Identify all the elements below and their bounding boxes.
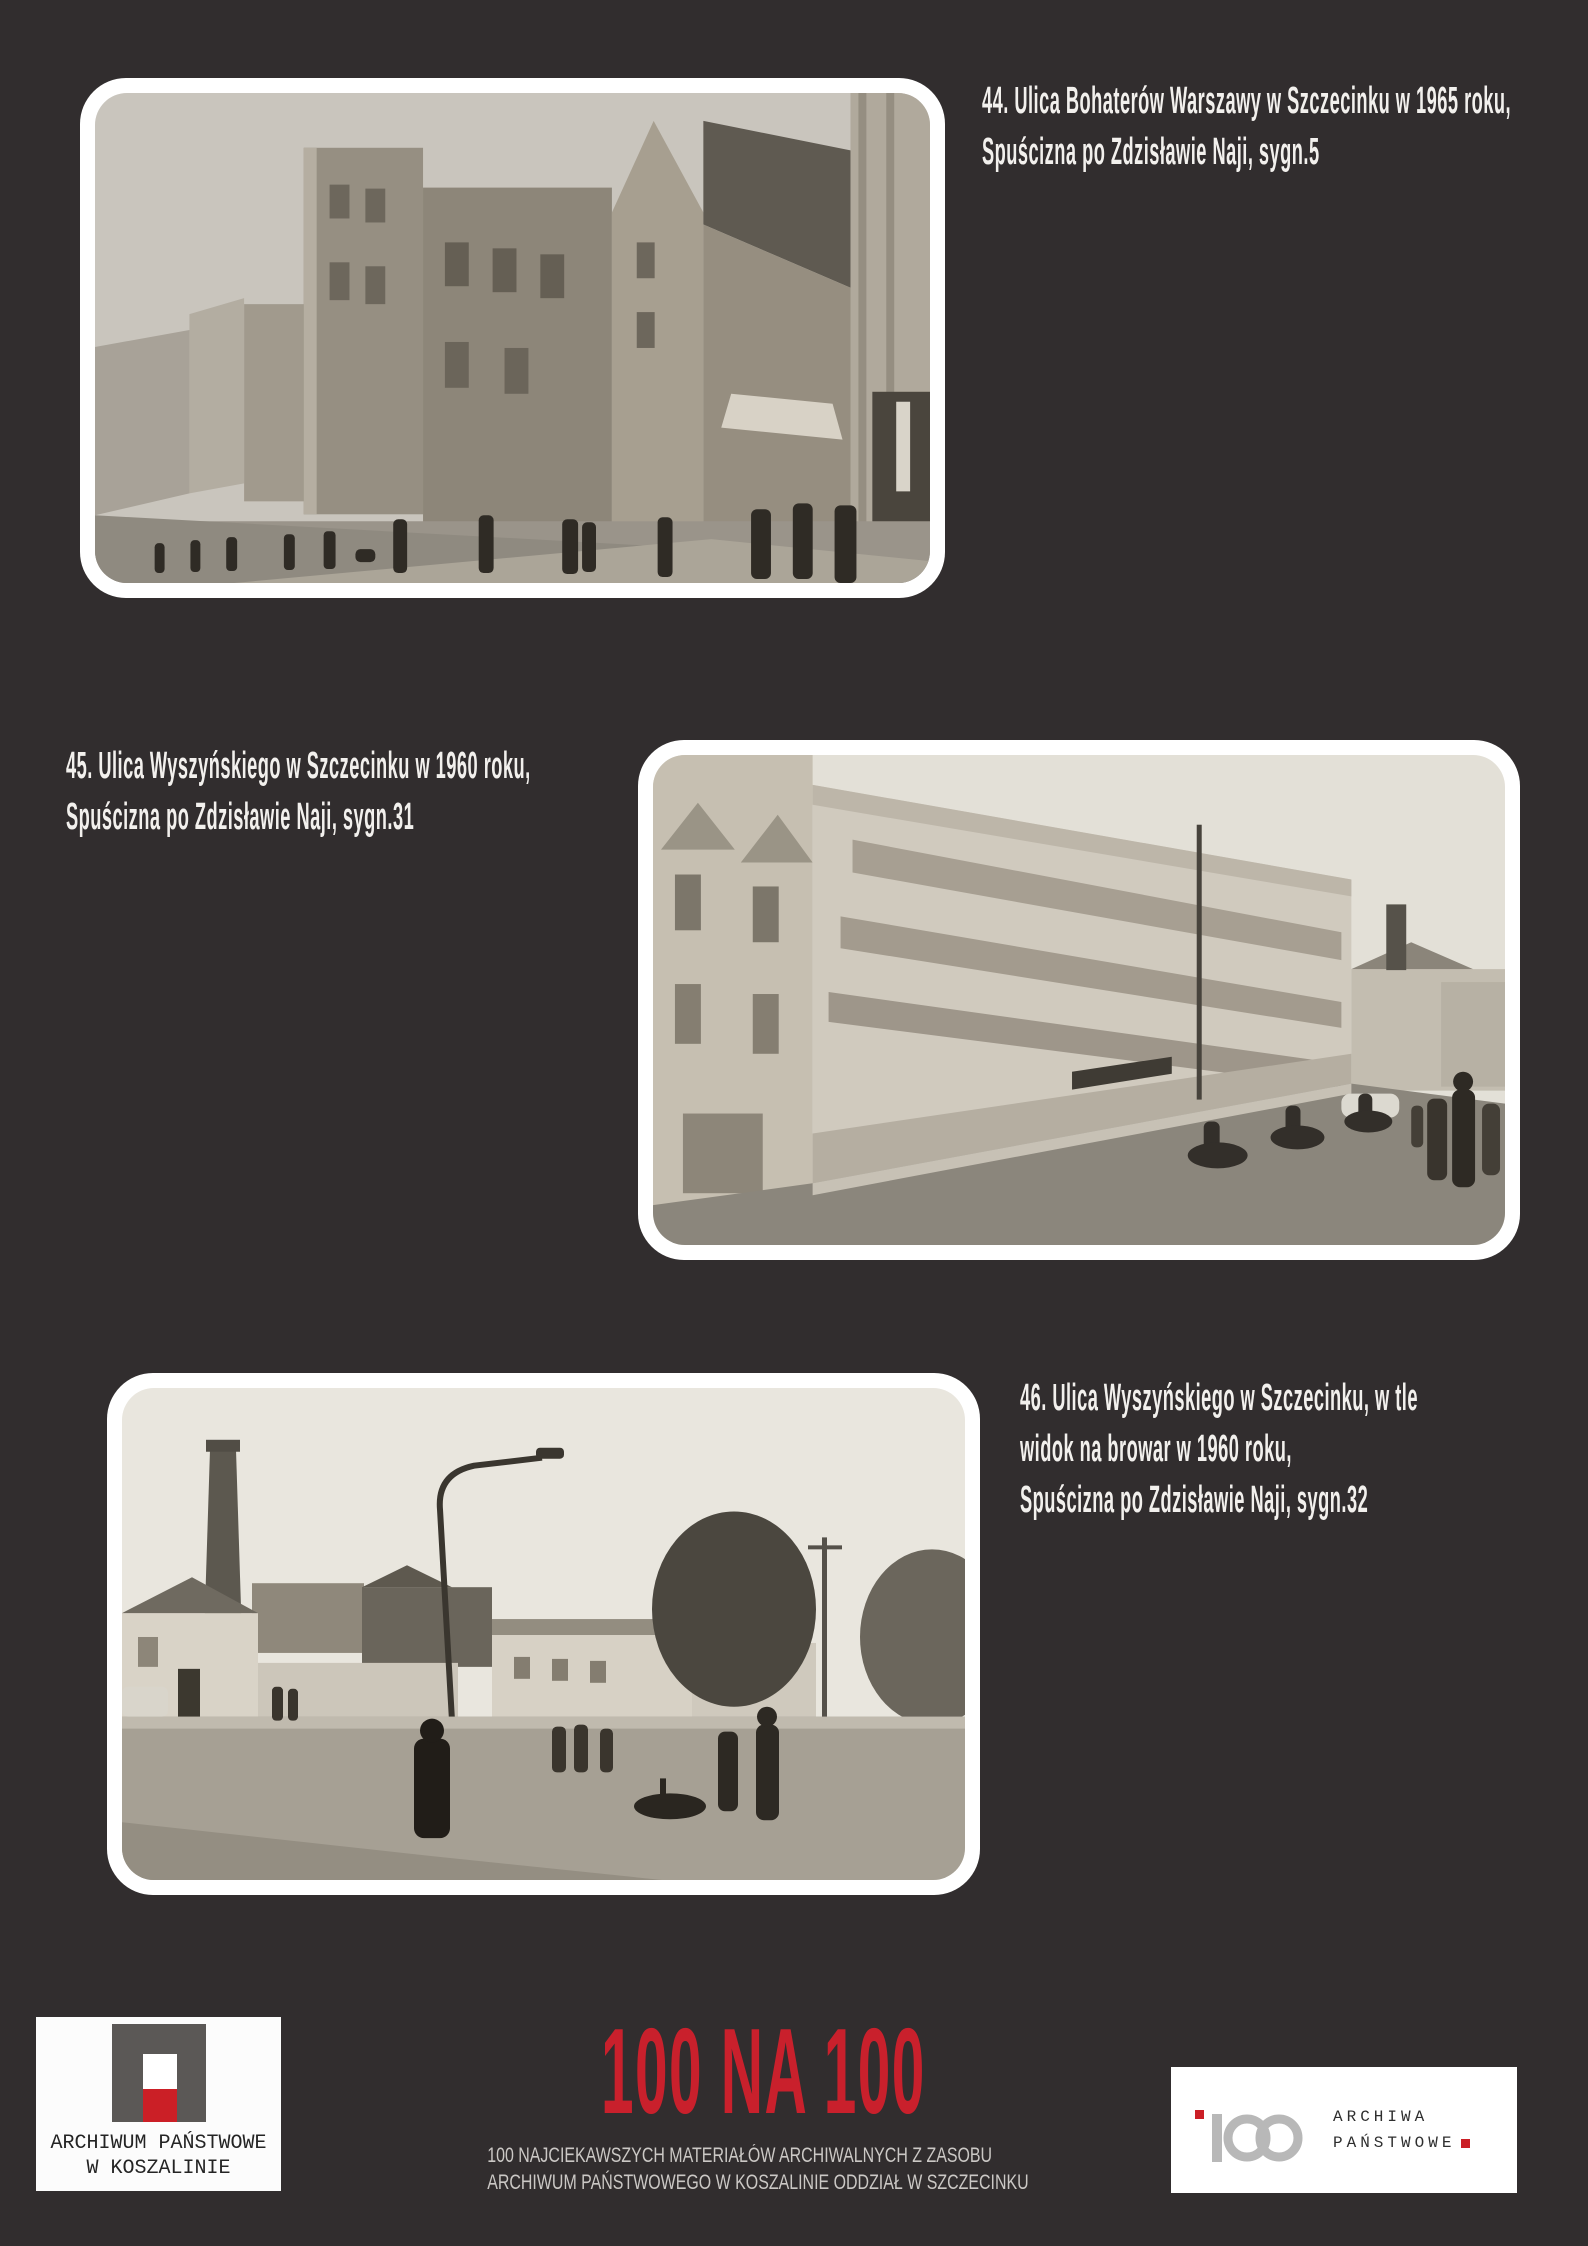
archiwum-koszalin-line-2: W KOSZALINIE	[86, 2157, 231, 2180]
title-100-na-100: 100 NA 100	[601, 2003, 926, 2139]
caption-46-line-2: widok na browar w 1960 roku,	[1020, 1428, 1292, 1470]
photo-44-street-bohaterow-warszawy	[95, 93, 930, 583]
square-window-mark-icon	[112, 2024, 206, 2122]
archiwum-koszalin-line-1: ARCHIWUM PAŃSTWOWE	[50, 2132, 267, 2155]
subtitle	[487, 2142, 1029, 2196]
archiwa-panstwowe-logo-box	[1171, 2067, 1517, 2193]
archiwa-panstwowe-logo-text	[1333, 2104, 1470, 2156]
photo-frame-44	[80, 78, 945, 598]
archiwa-line-2	[1333, 2130, 1470, 2156]
photo-frame-46	[107, 1373, 980, 1895]
archiwum-koszalin-logo-text	[50, 2131, 266, 2181]
caption-photo-44	[982, 76, 1511, 178]
caption-44-line-1: 44. Ulica Bohaterów Warszawy w Szczecinku w 1965 roku,	[982, 80, 1512, 122]
photo-45-street-wyszynskiego	[653, 755, 1505, 1245]
mark-red-pane	[143, 2089, 177, 2122]
caption-45-line-1: 45. Ulica Wyszyńskiego w Szczecinku w 1960 roku,	[66, 745, 531, 787]
100-anniversary-rings-mark-icon	[1195, 2098, 1313, 2162]
photo-46-street-wyszynskiego-browar	[122, 1388, 965, 1880]
caption-45-line-2: Spuścizna po Zdzisławie Naji, sygn.31	[66, 796, 415, 838]
caption-46-line-3: Spuścizna po Zdzisławie Naji, sygn.32	[1020, 1479, 1369, 1521]
archiwa-word: ARCHIWA	[1333, 2108, 1429, 2126]
subtitle-line-1: 100 NAJCIEKAWSZYCH MATERIAŁÓW ARCHIWALNYCH Z ZASOBU	[487, 2144, 993, 2167]
caption-photo-45	[66, 741, 531, 843]
archiwum-koszalin-logo-box	[36, 2017, 281, 2191]
panstwowe-word: PAŃSTWOWE	[1333, 2134, 1456, 2152]
red-square-dot-icon	[1461, 2139, 1470, 2148]
photo-frame-45	[638, 740, 1520, 1260]
caption-photo-46	[1020, 1373, 1418, 1526]
archiwa-line-1	[1333, 2104, 1470, 2130]
subtitle-line-2: ARCHIWUM PAŃSTWOWEGO W KOSZALINIE ODDZIAŁ W SZCZECINKU	[487, 2171, 1029, 2194]
square-window-inner	[143, 2054, 177, 2122]
caption-46-line-1: 46. Ulica Wyszyńskiego w Szczecinku, w tle	[1020, 1377, 1418, 1419]
mark-white-pane	[143, 2054, 177, 2089]
caption-44-line-2: Spuścizna po Zdzisławie Naji, sygn.5	[982, 131, 1320, 173]
